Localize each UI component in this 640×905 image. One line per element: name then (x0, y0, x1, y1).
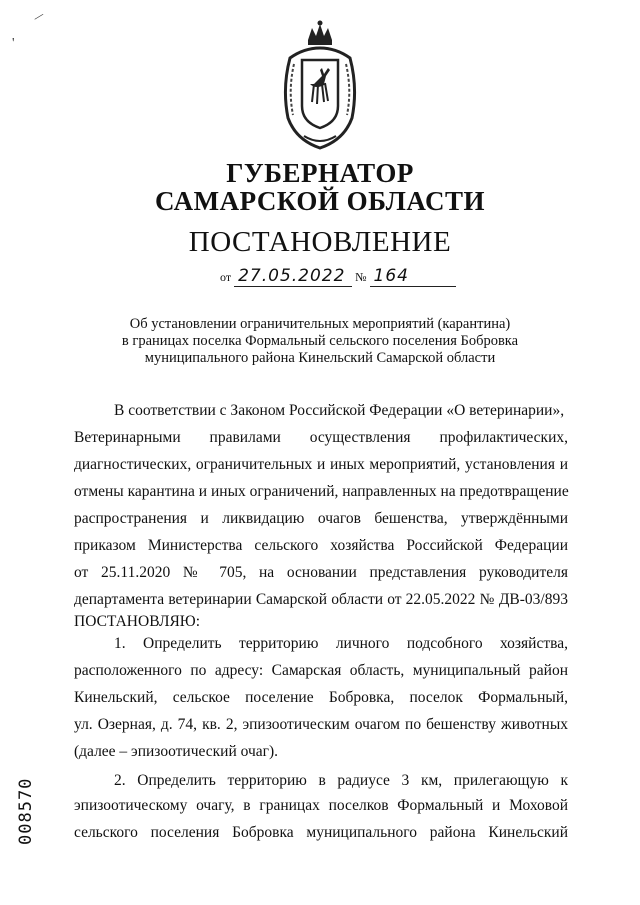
handwritten-date: 27.05.2022 (238, 266, 346, 286)
subject-line: в границах поселка Формальный сельского поселения Бобровка (121, 333, 519, 349)
number-field (370, 266, 456, 287)
body-line: сельского поселения Бобровка муниципального района Кинельский (74, 824, 568, 841)
date-field (234, 266, 352, 287)
margin-tick-mark: / (31, 10, 45, 25)
body-line: департамента ветеринарии Самарской области от 22.05.2022 № ДВ-03/893 (74, 591, 568, 608)
number-label: № (355, 270, 367, 284)
handwritten-number: 164 (373, 266, 409, 286)
body-line: эпизоотическому очагу, в границах поселков Формальный и Моховой (74, 797, 568, 814)
region-title: САМАРСКОЙ ОБЛАСТИ (154, 186, 486, 216)
document-subject (0, 316, 640, 367)
body-line: диагностических, ограничительных и иных мероприятий, установления и (74, 456, 568, 473)
date-number-line (220, 266, 456, 287)
subject-line: Об установлении ограничительных мероприятий (карантина) (129, 316, 511, 332)
body-line: Ветеринарными правилами осуществления профилактических, (74, 429, 568, 446)
subject-line: муниципального района Кинельский Самарской области (144, 350, 496, 366)
side-serial-stamp (16, 765, 36, 845)
resolve-heading: ПОСТАНОВЛЯЮ: (74, 613, 201, 630)
body-line: 1. Определить территорию личного подсобного хозяйства, (114, 635, 568, 652)
body-line: В соответствии с Законом Российской Федерации «О ветеринарии», (114, 402, 565, 419)
body-line: ул. Озерная, д. 74, кв. 2, эпизоотическим очагом по бешенству животных (74, 716, 568, 733)
body-line: приказом Министерства сельского хозяйства Российской Федерации (74, 537, 568, 554)
body-line: отмены карантина и иных ограничений, направленных на предотвращение (74, 483, 569, 500)
body-line: расположенного по адресу: Самарская область, муниципальный район (74, 662, 568, 679)
coat-of-arms-emblem (278, 18, 362, 152)
governor-title: ГУБЕРНАТОР (226, 158, 414, 188)
body-line: от 25.11.2020 № 705, на основании представления руководителя (74, 564, 568, 581)
body-line: Кинельский, сельское поселение Бобровка, поселок Формальный, (74, 689, 568, 706)
body-line: распространения и ликвидацию очагов бешенства, утверждёнными (74, 510, 568, 527)
date-label: от (220, 270, 232, 284)
margin-apostrophe-mark: ' (12, 36, 15, 51)
document-type-title: ПОСТАНОВЛЕНИЕ (188, 226, 452, 258)
body-line: (далее – эпизоотический очаг). (74, 743, 279, 760)
body-line: 2. Определить территорию в радиусе 3 км, прилегающую к (114, 772, 568, 789)
serial-number: 008570 (16, 777, 36, 845)
